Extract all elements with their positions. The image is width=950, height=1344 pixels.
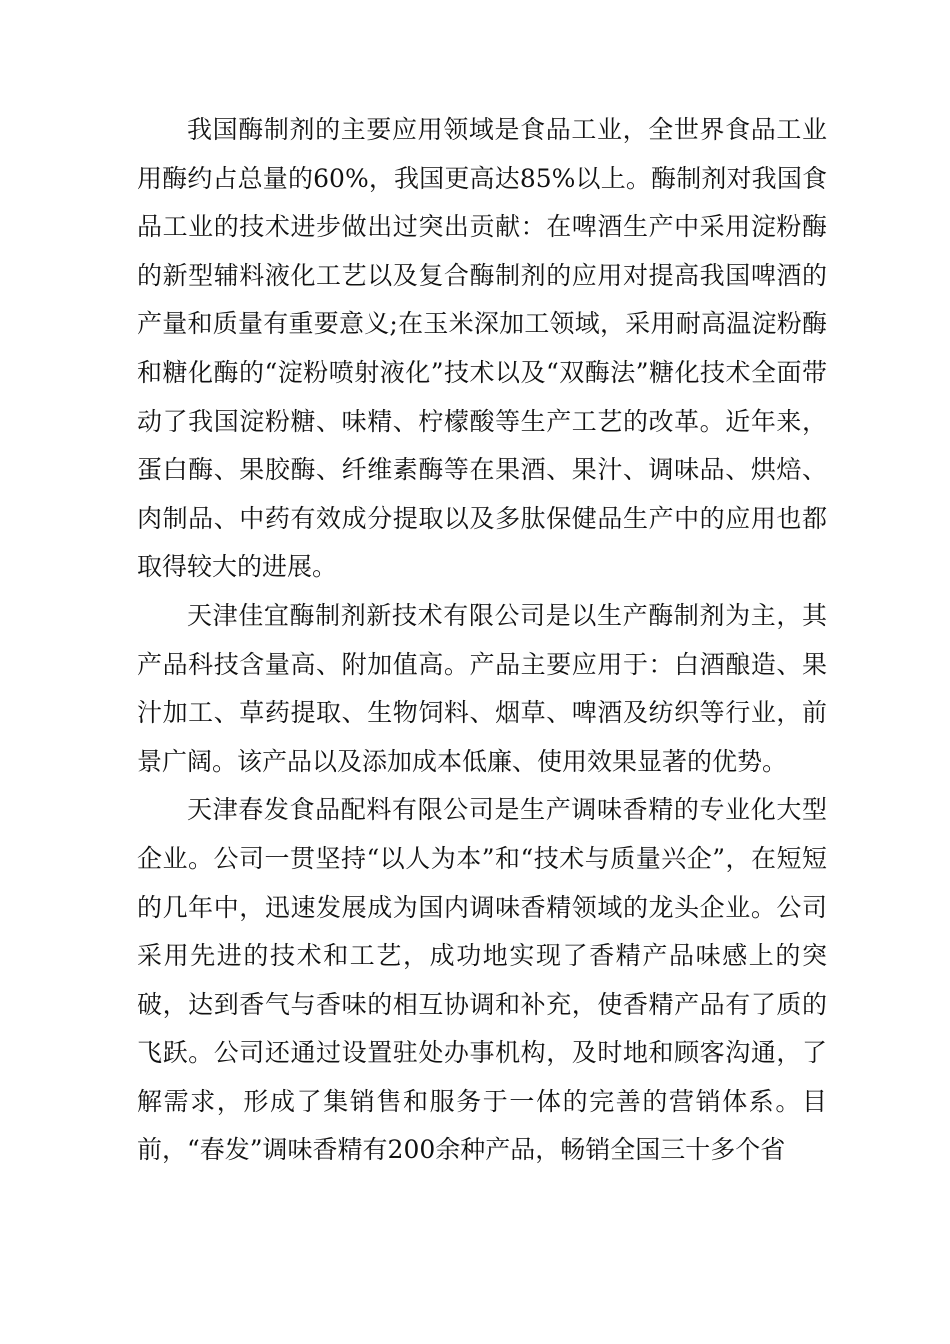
paragraph-tianjin-jiayi: 天津佳宜酶制剂新技术有限公司是以生产酶制剂为主，其产品科技含量高、附加值高。产品主要应用于：白酒酿造、果汁加工、草药提取、生物饲料、烟草、啤酒及纺织等行业，前景广阔。该产品以及添加成本低廉、使用效果显著的优势。 <box>137 600 827 776</box>
document-body <box>137 106 827 1175</box>
paragraph-tianjin-chunfa: 天津春发食品配料有限公司是生产调味香精的专业化大型企业。公司一贯坚持“以人为本”和“技术与质量兴企”，在短短的几年中，迅速发展成为国内调味香精领域的龙头企业。公司采用先进的技术和工艺，成功地实现了香精产品味感上的突破，达到香气与香味的相互协调和补充，使香精产品有了质的飞跃。公司还通过设置驻处办事机构，及时地和顾客沟通，了解需求，形成了集销售和服务于一体的完善的营销体系。目前，“春发”调味香精有200余种产品，畅销全国三十多个省 <box>137 795 827 1165</box>
paragraph-enzyme-applications: 我国酶制剂的主要应用领域是食品工业，全世界食品工业用酶约占总量的60%，我国更高达85%以上。酶制剂对我国食品工业的技术进步做出过突出贡献：在啤酒生产中采用淀粉酶的新型辅料液化工艺以及复合酶制剂的应用对提高我国啤酒的产量和质量有重要意义;在玉米深加工领域，采用耐高温淀粉酶和糖化酶的“淀粉喷射液化”技术以及“双酶法”糖化技术全面带动了我国淀粉糖、味精、柠檬酸等生产工艺的改革。近年来，蛋白酶、果胶酶、纤维素酶等在果酒、果汁、调味品、烘焙、肉制品、中药有效成分提取以及多肽保健品生产中的应用也都取得较大的进展。 <box>137 115 827 582</box>
